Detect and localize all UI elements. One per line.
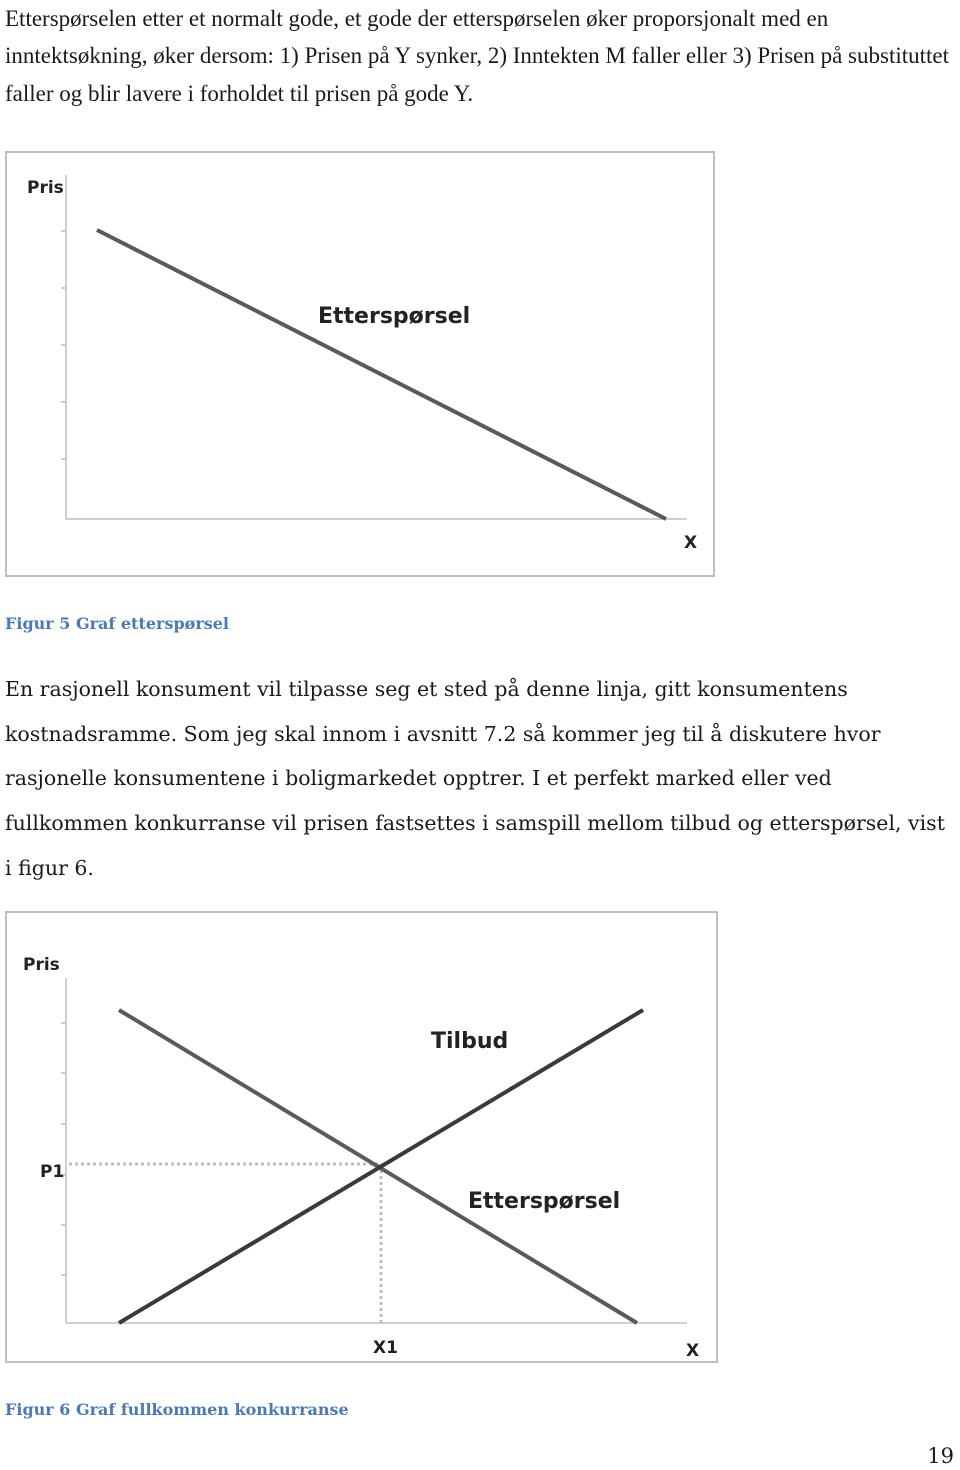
- x-axis-label: X: [686, 1341, 700, 1361]
- figure-demand-graph: [5, 151, 715, 577]
- y-axis-label: Pris: [23, 955, 60, 975]
- body-paragraph: En rasjonell konsument vil tilpasse seg et sted på denne linja, gitt konsumentens kostnadsramme. Som jeg skal innom i avsnitt 7.2 så kommer jeg til å diskutere hvor rasjonelle konsumentene i boligmarkedet opptrer. I et perfekt marked eller ved fullkommen konkurranse vil prisen fastsettes i samspill mellom tilbud og etterspørsel, vist i figur 6.: [5, 677, 945, 880]
- demand-graph-svg: [7, 153, 713, 575]
- page-number: 19: [927, 1444, 954, 1468]
- figure-perfect-competition-graph: [5, 911, 718, 1363]
- y-axis-label: Pris: [27, 178, 64, 198]
- intro-paragraph: Etterspørselen etter et normalt gode, et gode der etterspørselen øker proporsjonalt med en inntektsøkning, øker dersom: 1) Prisen på Y synker, 2) Inntekten M faller eller 3) Prisen på substituttet faller og blir lavere i forholdet til prisen på gode Y.: [5, 6, 950, 106]
- figure6-caption: Figur 6 Graf fullkommen konkurranse: [5, 1400, 349, 1419]
- figure5-caption: Figur 5 Graf etterspørsel: [5, 614, 230, 633]
- demand-label: Etterspørsel: [468, 1189, 621, 1214]
- demand-label: Etterspørsel: [318, 304, 471, 329]
- competition-graph-svg: [7, 913, 716, 1361]
- supply-label: Tilbud: [431, 1029, 509, 1054]
- price-marker-label: P1: [40, 1162, 65, 1182]
- quantity-marker-label: X1: [373, 1338, 398, 1358]
- x-axis-label: X: [684, 533, 698, 553]
- demand-line: [97, 230, 666, 519]
